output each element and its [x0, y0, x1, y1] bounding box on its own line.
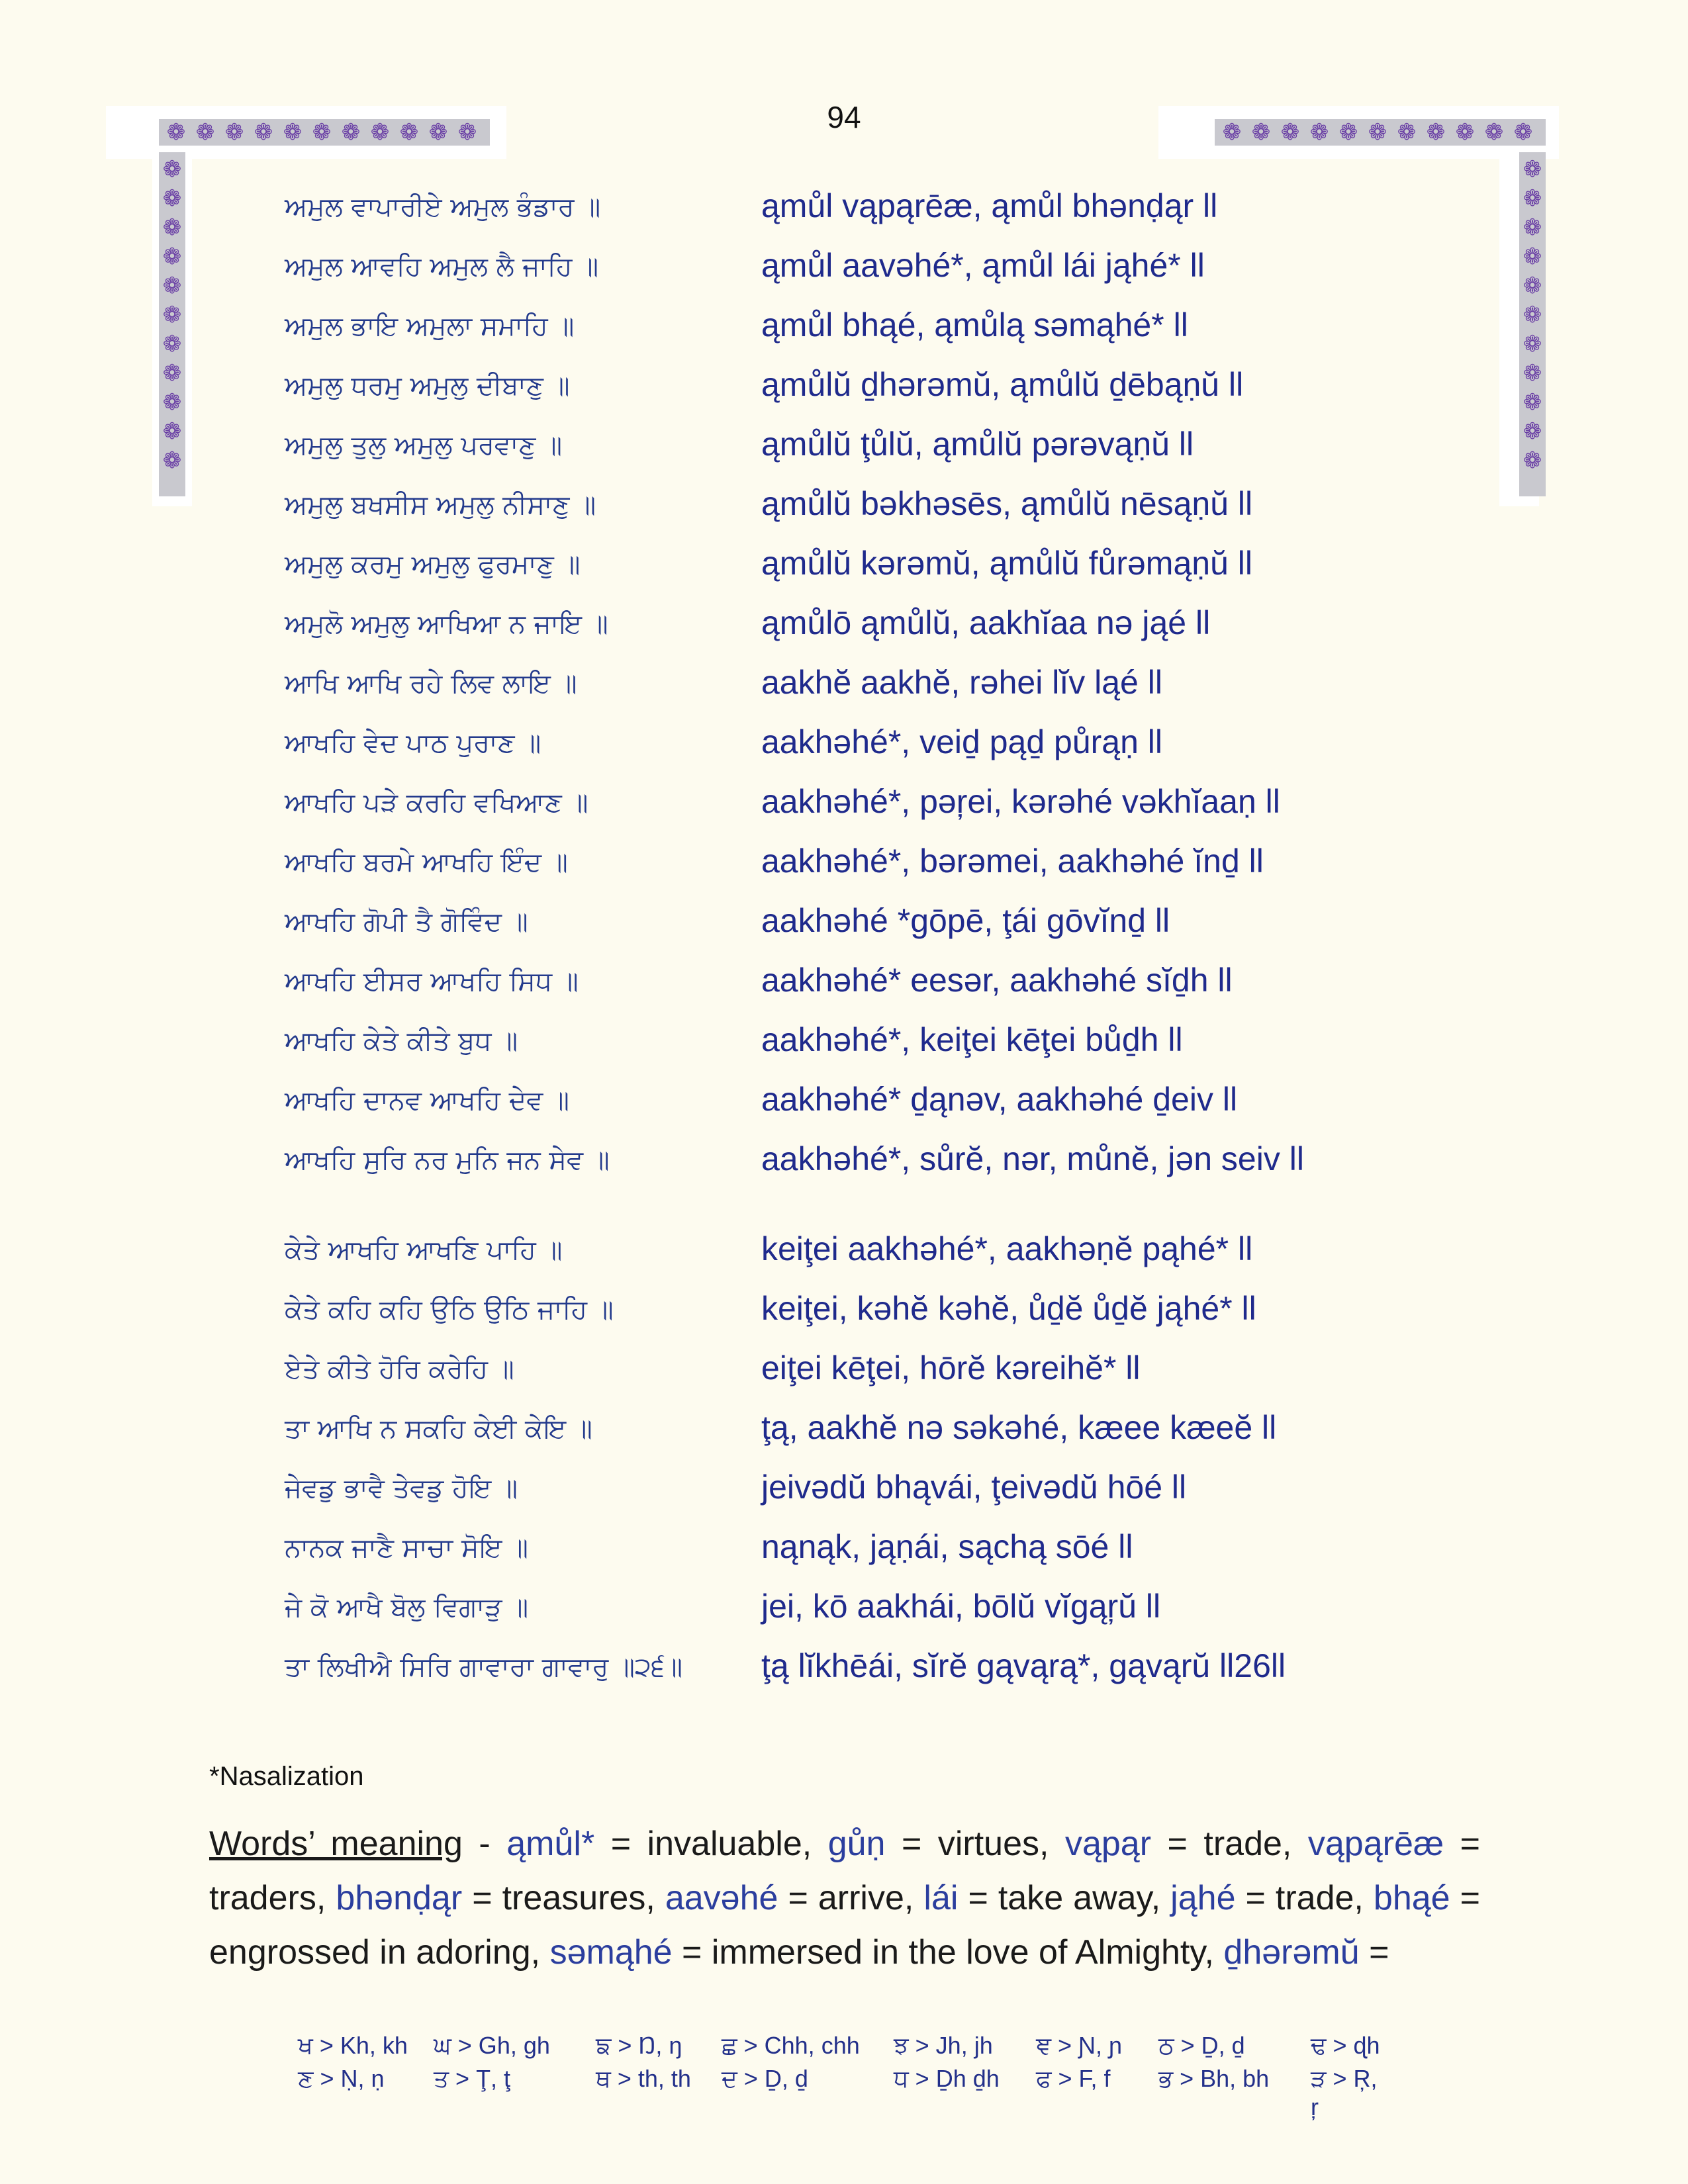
verse-transliteration: aakhĕ aakhĕ, rəhei lĭv ląé ll [761, 664, 1162, 701]
ornament-icon: ❁ [1523, 214, 1542, 241]
ornament-icon: ❁ [399, 119, 419, 146]
verse-transliteration: ąmůl bhąé, ąmůlą səmąhé* ll [761, 306, 1188, 343]
ornament-icon: ❁ [1309, 119, 1329, 146]
meaning-term: aavəhé [665, 1879, 778, 1917]
pronunciation-key-item: ਥ > th, th [596, 2065, 691, 2092]
verse-transliteration: aakhəhé*, sůrĕ, nər, můnĕ, jən seiv ll [761, 1140, 1304, 1177]
verse-row [285, 298, 1410, 357]
verse-row [285, 1341, 1410, 1400]
verse-row [285, 417, 1410, 477]
verse-transliteration: aakhəhé* eesər, aakhəhé sĭḏh ll [761, 962, 1233, 999]
verse-row [285, 1222, 1410, 1281]
ornament-icon: ❁ [1280, 119, 1300, 146]
page-number: 94 [827, 100, 861, 134]
ornament-icon: ❁ [162, 302, 182, 328]
ornament-icon: ❁ [1338, 119, 1358, 146]
ornament-icon: ❁ [1523, 389, 1542, 416]
meaning-term: gůṇ [827, 1825, 886, 1863]
ornament-icon: ❁ [1523, 156, 1542, 183]
meaning-text: = virtues, [885, 1825, 1065, 1863]
verse-row [285, 1013, 1410, 1072]
ornament-icon: ❁ [195, 119, 215, 146]
ornament-icon: ❁ [341, 119, 361, 146]
pronunciation-key-row-1 [298, 2032, 1390, 2060]
verse-gurmukhi: ਅਮੁਲ ਭਾਇ ਅਮੁਲਾ ਸਮਾਹਿ ॥ [285, 311, 575, 341]
pronunciation-key-item: ਛ > Chh, chh [722, 2032, 860, 2059]
pronunciation-key-item: ਧ > Ḏh ḏh [894, 2065, 1000, 2092]
ornament-icon: ❁ [370, 119, 390, 146]
verse-gurmukhi: ਕੇਤੇ ਆਖਹਿ ਆਖਣਿ ਪਾਹਿ ॥ [285, 1235, 563, 1265]
ornament-icon: ❁ [1523, 302, 1542, 328]
verse-transliteration: ąmůlŭ kərəmŭ, ąmůlŭ fůrəmąṇŭ ll [761, 545, 1252, 582]
verse-row [285, 893, 1410, 953]
verse-row [285, 715, 1410, 774]
meaning-term: jąhé [1170, 1879, 1236, 1917]
verse-gurmukhi: ਅਮੁਲੁ ਬਖਸੀਸ ਅਮੁਲੁ ਨੀਸਾਣੁ ॥ [285, 490, 596, 520]
verse-transliteration: ţą, aakhĕ nə səkəhé, kæee kæeĕ ll [761, 1409, 1277, 1446]
verse-row [285, 1579, 1410, 1639]
verse-gurmukhi: ਅਮੁਲ ਆਵਹਿ ਅਮੁਲ ਲੈ ਜਾਹਿ ॥ [285, 251, 599, 282]
ornament-icon: ❁ [1523, 331, 1542, 357]
verse-gurmukhi: ਏਤੇ ਕੀਤੇ ਹੋਰਿ ਕਰੇਹਿ ॥ [285, 1354, 514, 1385]
verse-row [285, 1639, 1410, 1729]
ornament-icon: ❁ [1523, 273, 1542, 299]
verse-gurmukhi: ਆਖਹਿ ਦਾਨਵ ਆਖਹਿ ਦੇਵ ॥ [285, 1085, 569, 1116]
verse-gurmukhi: ਨਾਨਕ ਜਾਣੈ ਸਾਚਾ ਸੋਇ ॥ [285, 1533, 529, 1563]
ornament-border-left [159, 152, 185, 496]
meaning-text: = engrossed in adoring, [209, 1879, 1481, 1972]
verse-transliteration: ąmůlŭ ţůlŭ, ąmůlŭ pərəvąṇŭ ll [761, 426, 1194, 463]
ornament-border-top-right [1215, 119, 1546, 146]
verse-gurmukhi: ਅਮੁਲੁ ਕਰਮੁ ਅਮੁਲੁ ਫੁਰਮਾਣੁ ॥ [285, 549, 581, 580]
ornament-icon: ❁ [457, 119, 477, 146]
ornament-icon: ❁ [1455, 119, 1475, 146]
verse-transliteration: aakhəhé* ḏąnəv, aakhəhé ḏeiv ll [761, 1081, 1238, 1118]
verse-row [285, 834, 1410, 893]
pronunciation-key-item: ਤ > Ţ, ţ [434, 2065, 511, 2092]
ornament-icon: ❁ [428, 119, 448, 146]
ornament-icon: ❁ [1513, 119, 1533, 146]
meaning-text: = take away, [958, 1879, 1171, 1917]
meaning-text: = trade, [1151, 1825, 1308, 1863]
verse-gurmukhi: ਆਖਹਿ ਪੜੇ ਕਰਹਿ ਵਖਿਆਣ ॥ [285, 788, 588, 818]
footnote: *Nasalization [209, 1762, 364, 1791]
meaning-term: vąpąrēæ [1307, 1825, 1444, 1863]
ornament-icon: ❁ [1484, 119, 1504, 146]
ornament-icon: ❁ [162, 156, 182, 183]
verse-transliteration: keiţei, kəhĕ kəhĕ, ůḏĕ ůḏĕ jąhé* ll [761, 1290, 1256, 1327]
verse-transliteration: ąmůlŭ ḏhərəmŭ, ąmůlŭ ḏēbąṇŭ ll [761, 366, 1244, 403]
ornament-icon: ❁ [162, 418, 182, 445]
verse-transliteration: nąnąk, jąṇái, sąchą sōé ll [761, 1528, 1133, 1565]
verse-row [285, 774, 1410, 834]
meaning-text: = trade, [1235, 1879, 1374, 1917]
pronunciation-key-item: ਖ > Kh, kh [298, 2032, 408, 2059]
ornament-icon: ❁ [1523, 360, 1542, 387]
verse-transliteration: ąmůl aavəhé*, ąmůl lái jąhé* ll [761, 247, 1205, 284]
ornament-icon: ❁ [162, 360, 182, 387]
ornament-border-top-left [159, 119, 490, 146]
ornament-icon: ❁ [162, 389, 182, 416]
verse-gurmukhi: ਅਮੁਲੁ ਧਰਮੁ ਅਮੁਲੁ ਦੀਬਾਣੁ ॥ [285, 371, 570, 401]
verse-row [285, 596, 1410, 655]
meaning-term: vąpąr [1064, 1825, 1152, 1863]
verse-gurmukhi: ਅਮੁਲ ਵਾਪਾਰੀਏ ਅਮੁਲ ਭੰਡਾਰ ॥ [285, 192, 601, 222]
verse-transliteration: aakhəhé*, keiţei kēţei bůḏh ll [761, 1021, 1183, 1058]
verse-row [285, 1281, 1410, 1341]
meaning-text: = immersed in the love of Almighty, [672, 1933, 1224, 1972]
verse-gurmukhi: ਆਖਹਿ ਗੋਪੀ ਤੈ ਗੋਵਿੰਦ ॥ [285, 907, 528, 937]
ornament-icon: ❁ [166, 119, 186, 146]
meaning-text: = [1359, 1933, 1389, 1972]
verse-row [285, 536, 1410, 596]
verse-row [285, 238, 1410, 298]
verse-gurmukhi: ਆਖਿ ਆਖਿ ਰਹੇ ਲਿਵ ਲਾਇ ॥ [285, 668, 577, 699]
verse-row [285, 477, 1410, 536]
ornament-icon: ❁ [224, 119, 244, 146]
ornament-icon: ❁ [1222, 119, 1242, 146]
verse-transliteration: aakhəhé*, pəŗei, kərəhé vəkhĭaaṇ ll [761, 783, 1280, 820]
verse-gurmukhi: ਅਮੁਲੁ ਤੁਲੁ ਅਮੁਲੁ ਪਰਵਾਣੁ ॥ [285, 430, 563, 461]
verse-transliteration: ąmůlō ąmůlŭ, aakhĭaa nə jąé ll [761, 604, 1211, 641]
verse-row [285, 1460, 1410, 1520]
verse-transliteration: keiţei aakhəhé*, aakhəṇĕ pąhé* ll [761, 1230, 1253, 1267]
verse-transliteration: aakhəhé*, bərəmei, aakhəhé ĭnḏ ll [761, 842, 1264, 880]
pronunciation-key-item: ਭ > Bh, bh [1158, 2065, 1270, 2092]
verse-gurmukhi: ਅਮੁਲੋ ਅਮੁਲੁ ਆਖਿਆ ਨ ਜਾਇ ॥ [285, 609, 608, 639]
verse-gurmukhi: ਕੇਤੇ ਕਹਿ ਕਹਿ ਉਠਿ ਉਠਿ ਜਾਹਿ ॥ [285, 1295, 614, 1325]
meaning-text: = treasures, [462, 1879, 665, 1917]
meaning-text: = invaluable, [594, 1825, 828, 1863]
ornament-icon: ❁ [254, 119, 273, 146]
verse-row [285, 953, 1410, 1013]
verse-row [285, 1520, 1410, 1579]
verse-transliteration: ţą lĭkhēái, sĭrĕ gąvąrą*, gąvąrŭ ll26ll [761, 1647, 1286, 1684]
ornament-icon: ❁ [162, 331, 182, 357]
ornament-icon: ❁ [1523, 244, 1542, 270]
pronunciation-key-row-2 [298, 2065, 1390, 2121]
verse-gurmukhi: ਤਾ ਆਖਿ ਨ ਸਕਹਿ ਕੇਈ ਕੇਇ ॥ [285, 1414, 592, 1444]
meaning-term: ḏhərəmŭ [1223, 1933, 1360, 1972]
verse-gurmukhi: ਆਖਹਿ ਵੇਦ ਪਾਠ ਪੁਰਾਣ ॥ [285, 728, 541, 758]
verse-row [285, 1132, 1410, 1222]
meaning-term: bhąé [1373, 1879, 1450, 1917]
ornament-icon: ❁ [162, 447, 182, 474]
meaning-term: bhənḍąr [336, 1879, 463, 1917]
verse-row [285, 179, 1410, 238]
verse-transliteration: eiţei kēţei, hōrĕ kəreihĕ* ll [761, 1349, 1141, 1387]
ornament-icon: ❁ [162, 273, 182, 299]
pronunciation-key-item: ਦ > Ḏ, ḏ [722, 2065, 808, 2092]
meaning-text: = traders, [209, 1825, 1480, 1917]
pronunciation-key-item: ਞ > Ɲ, ɲ [1036, 2032, 1123, 2059]
meaning-term: lái [923, 1879, 959, 1917]
meaning-term: ąmůl* [506, 1825, 595, 1863]
ornament-icon: ❁ [1368, 119, 1387, 146]
ornament-icon: ❁ [1397, 119, 1417, 146]
pronunciation-key-item: ੜ > Ŗ, ŗ [1311, 2065, 1378, 2120]
verse-row [285, 1072, 1410, 1132]
verse-transliteration: aakhəhé *gōpē, ţái gōvĭnḏ ll [761, 902, 1170, 939]
meaning-text: - [462, 1825, 507, 1863]
verse-gurmukhi: ਆਖਹਿ ਬਰਮੇ ਆਖਹਿ ਇੰਦ ॥ [285, 847, 568, 878]
ornament-icon: ❁ [1251, 119, 1271, 146]
pronunciation-key-item: ਣ > Ṇ, ṇ [298, 2065, 385, 2092]
pronunciation-key-item: ਙ > Ŋ, ŋ [596, 2032, 682, 2059]
verse-transliteration: ąmůl vąpąrēæ, ąmůl bhənḍąr ll [761, 187, 1218, 224]
meaning-term: səmąhé [549, 1933, 673, 1972]
ornament-icon: ❁ [162, 244, 182, 270]
ornament-icon: ❁ [283, 119, 303, 146]
words-meaning-paragraph [209, 1817, 1480, 1979]
verse-gurmukhi: ਜੇ ਕੋ ਆਖੈ ਬੋਲੁ ਵਿਗਾੜੁ ॥ [285, 1592, 529, 1623]
meaning-text: = arrive, [778, 1879, 924, 1917]
verse-row [285, 1400, 1410, 1460]
verse-row [285, 655, 1410, 715]
verse-transliteration: jei, kō aakhái, bōlŭ vĭgąŗŭ ll [761, 1588, 1161, 1625]
ornament-icon: ❁ [1523, 447, 1542, 474]
verse-gurmukhi: ਆਖਹਿ ਈਸਰ ਆਖਹਿ ਸਿਧ ॥ [285, 966, 579, 997]
verse-gurmukhi: ਜੇਵਡੁ ਭਾਵੈ ਤੇਵਡੁ ਹੋਇ ॥ [285, 1473, 518, 1504]
words-meaning-heading: Words’ meaning [209, 1825, 463, 1863]
ornament-icon: ❁ [1523, 418, 1542, 445]
verse-gurmukhi: ਆਖਹਿ ਸੁਰਿ ਨਰ ਮੁਨਿ ਜਨ ਸੇਵ ॥ [285, 1145, 610, 1175]
ornament-icon: ❁ [1426, 119, 1446, 146]
ornament-icon: ❁ [1523, 185, 1542, 212]
verse-transliteration: jeivədŭ bhąvái, ţeivədŭ hōé ll [761, 1469, 1187, 1506]
verse-gurmukhi: ਆਖਹਿ ਕੇਤੇ ਕੀਤੇ ਬੁਧ ॥ [285, 1026, 518, 1056]
verse-transliteration: aakhəhé*, veiḏ pąḏ půrąṇ ll [761, 723, 1163, 760]
ornament-icon: ❁ [162, 185, 182, 212]
ornament-icon: ❁ [162, 214, 182, 241]
ornament-border-right [1519, 152, 1546, 496]
pronunciation-key-item: ਢ > ɖh [1311, 2032, 1380, 2059]
pronunciation-key-item: ਫ > F, f [1036, 2065, 1111, 2092]
pronunciation-key-item: ਘ > Gh, gh [434, 2032, 550, 2059]
verse-gurmukhi: ਤਾ ਲਿਖੀਐ ਸਿਰਿ ਗਾਵਾਰਾ ਗਾਵਾਰੁ ॥੨੬॥ [285, 1652, 683, 1682]
verse-row [285, 357, 1410, 417]
verse-transliteration: ąmůlŭ bəkhəsēs, ąmůlŭ nēsąṇŭ ll [761, 485, 1253, 522]
pronunciation-key-item: ਠ > Ḏ, ḏ [1158, 2032, 1245, 2059]
pronunciation-key-item: ਝ > Jh, jh [894, 2032, 993, 2059]
ornament-icon: ❁ [312, 119, 332, 146]
verse-table [285, 179, 1410, 1729]
